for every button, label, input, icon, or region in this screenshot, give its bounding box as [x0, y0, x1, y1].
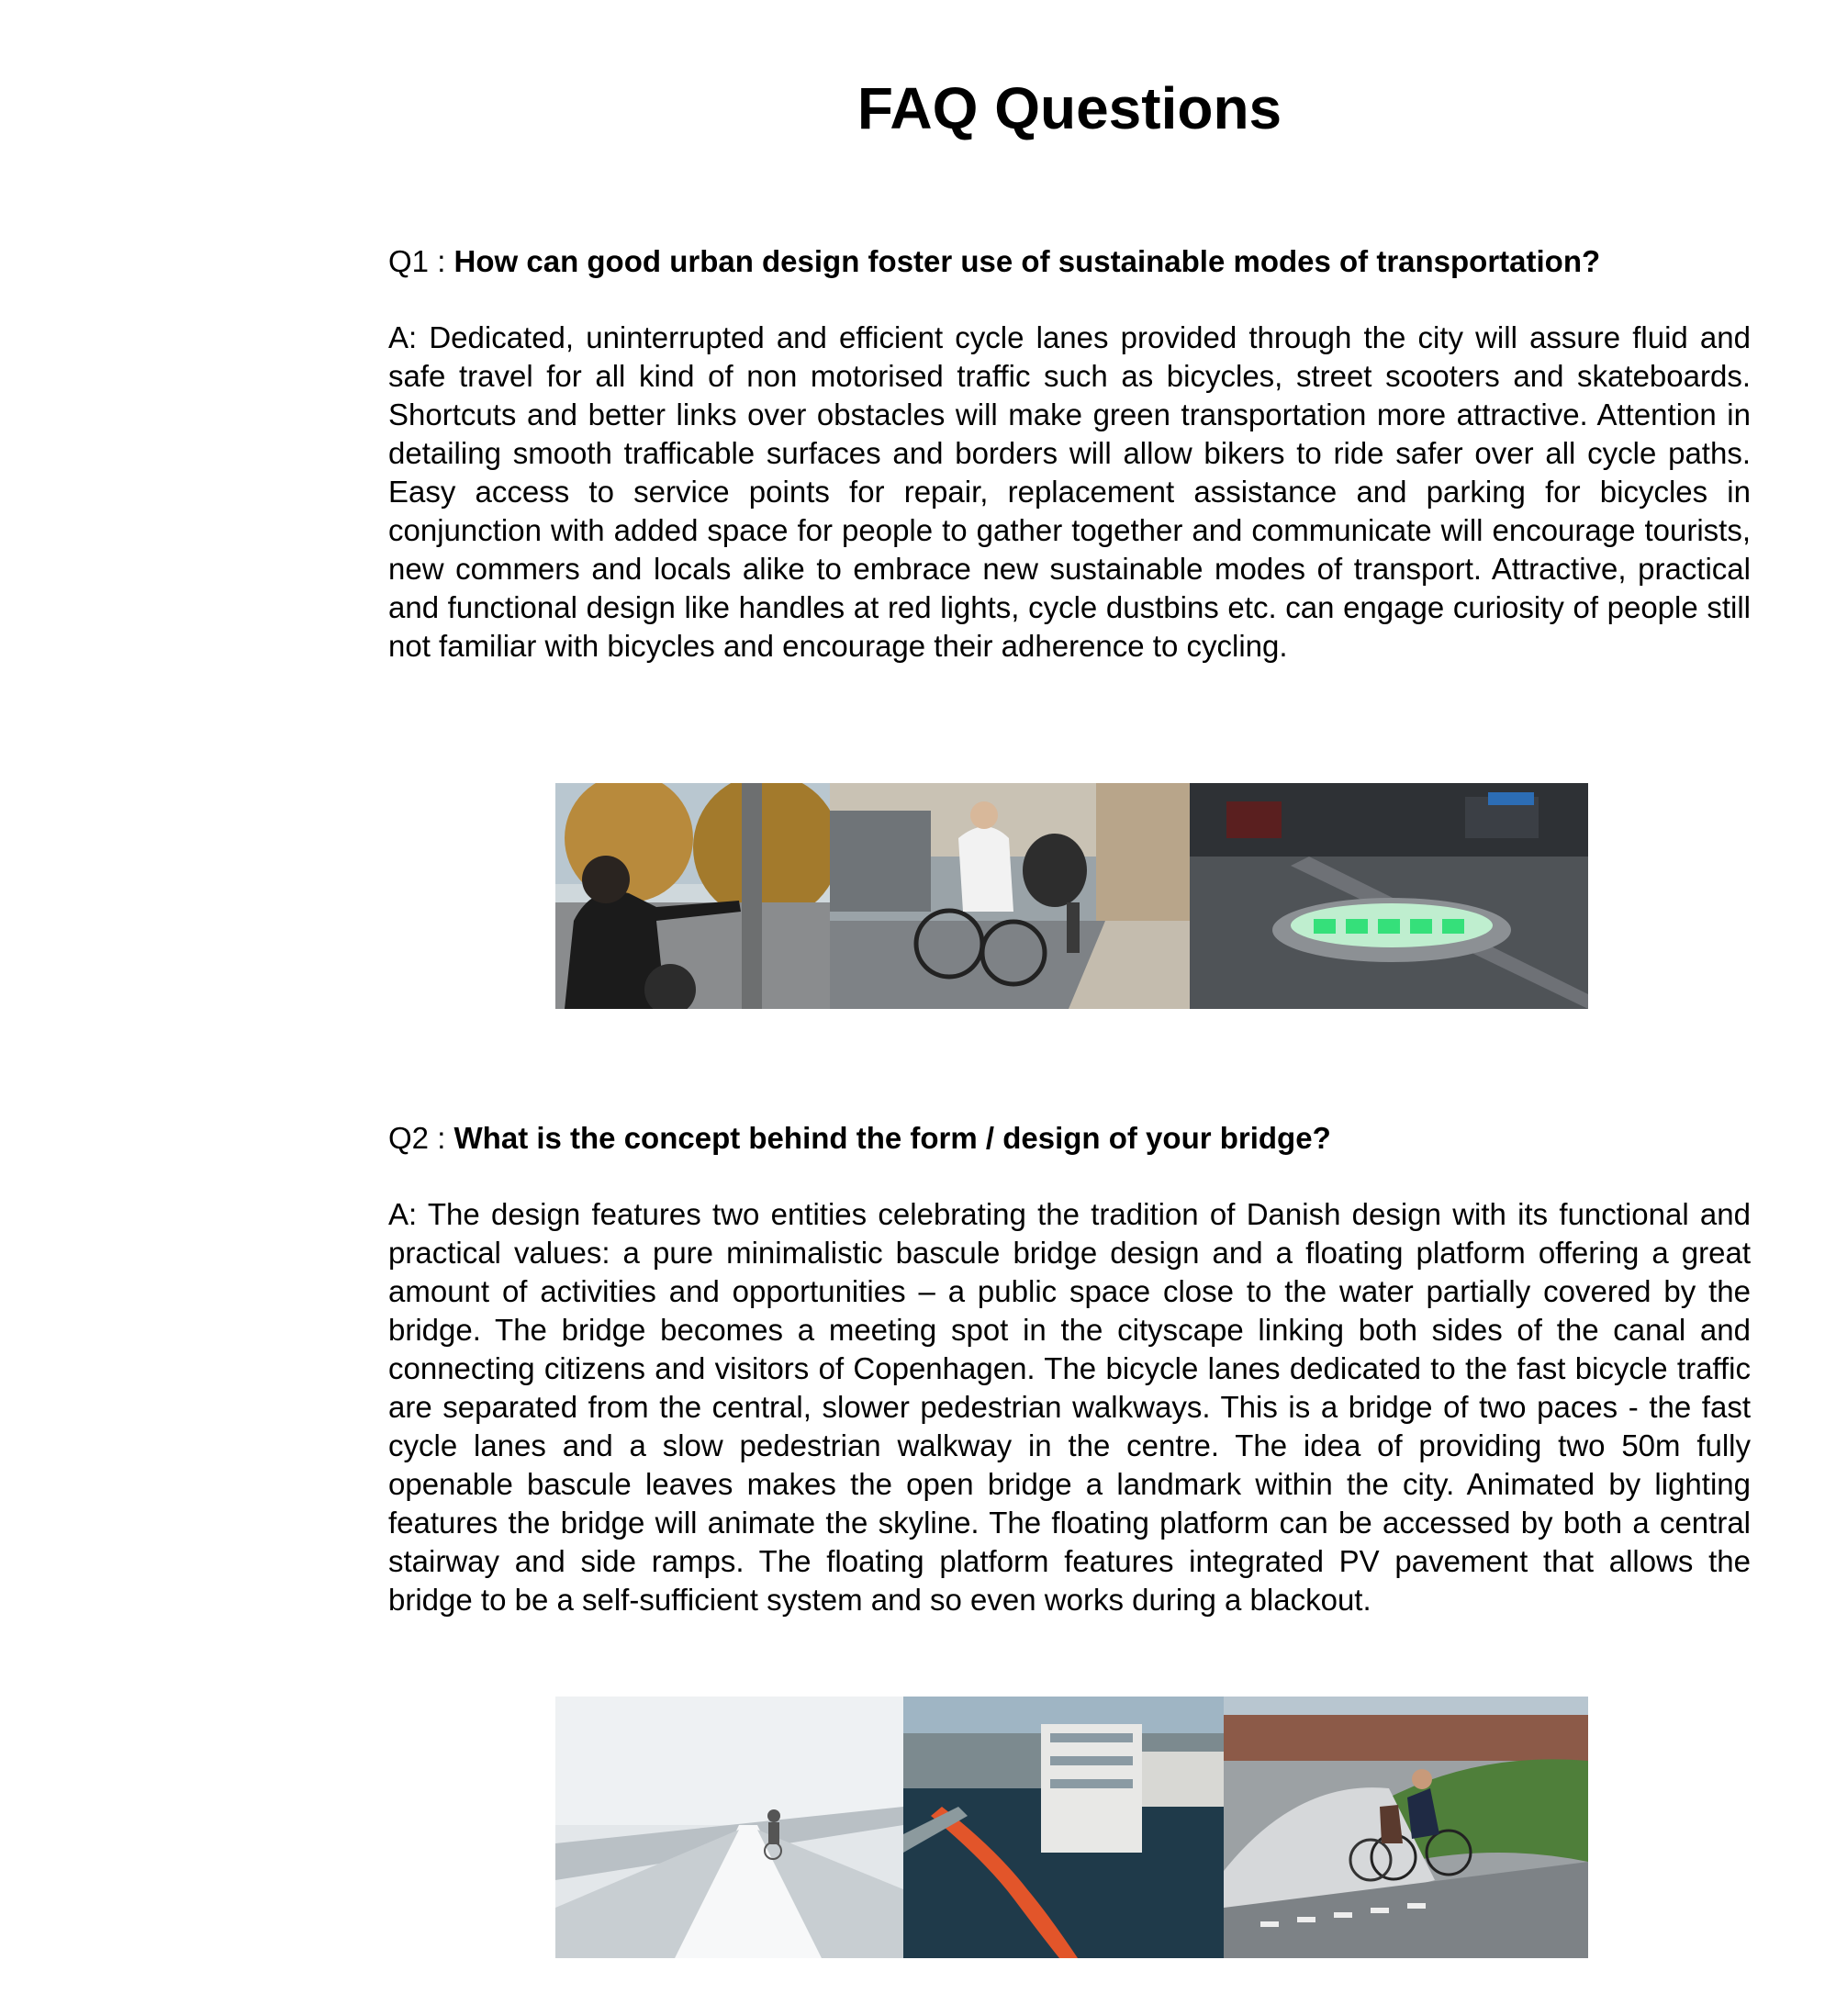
photo-strip-1	[555, 783, 1588, 1009]
faq-item-2	[388, 1120, 1751, 1619]
photo-strip-2	[555, 1697, 1588, 1958]
faq-question-1	[388, 243, 1751, 280]
red-bridge-harbour-photo	[903, 1697, 1224, 1958]
faq-answer-2: A: The design features two entities celebrating the tradition of Danish design with its functional and practical values: a pure minimalistic bascule bridge design and a floating platform offering a great amount of activities and opportunities – a public space close to the water partially covered by the bridge. The bridge becomes a meeting spot in the cityscape linking both sides of the canal and connecting citizens and visitors of Copenhagen. The bicycle lanes dedicated to the fast bicycle traffic are separated from the central, slower pedestrian walkways. This is a bridge of two paces - the fast cycle lanes and a slow pedestrian walkway in the centre. The idea of providing two 50m fully openable bascule leaves makes the open bridge a landmark within the city. Animated by lighting features the bridge will animate the skyline. The floating platform can be accessed by both a central stairway and side ramps. The floating platform features integrated PV pavement that allows the bridge to be a self-sufficient system and so even works during a blackout.	[388, 1197, 1751, 1617]
question-text: How can good urban design foster use of sustainable modes of transportation?	[453, 244, 1601, 278]
page-title: FAQ Questions	[856, 75, 1282, 141]
question-prefix: Q2 :	[388, 1121, 454, 1155]
foggy-bridge-photo	[555, 1697, 903, 1958]
question-prefix: Q1 :	[388, 244, 454, 278]
cyclist-handle-photo	[555, 783, 830, 1009]
faq-question-2	[388, 1120, 1751, 1157]
cycle-dustbin-photo	[830, 783, 1190, 1009]
faq-answer-1: A: Dedicated, uninterrupted and efficient cycle lanes provided through the city will assure fluid and safe travel for all kind of non motorised traffic such as bicycles, street scooters and skateboards. Shortcuts and better links over obstacles will make green transportation more attractive. Attention in detailing smooth trafficable surfaces and borders will allow bikers to ride safer over all cycle paths. Easy access to service points for repair, replacement assistance and parking for bicycles in conjunction with added space for people to gather together and communicate will encourage tourists, new commers and locals alike to embrace new sustainable modes of transport. Attractive, practical and functional design like handles at red lights, cycle dustbins etc. can engage curiosity of people still not familiar with bicycles and encourage their adherence to cycling.	[388, 320, 1751, 663]
faq-item-1	[388, 243, 1751, 666]
question-text: What is the concept behind the form / design of your bridge?	[453, 1121, 1331, 1155]
green-road-light-photo	[1190, 783, 1588, 1009]
cyclists-path-photo	[1224, 1697, 1588, 1958]
